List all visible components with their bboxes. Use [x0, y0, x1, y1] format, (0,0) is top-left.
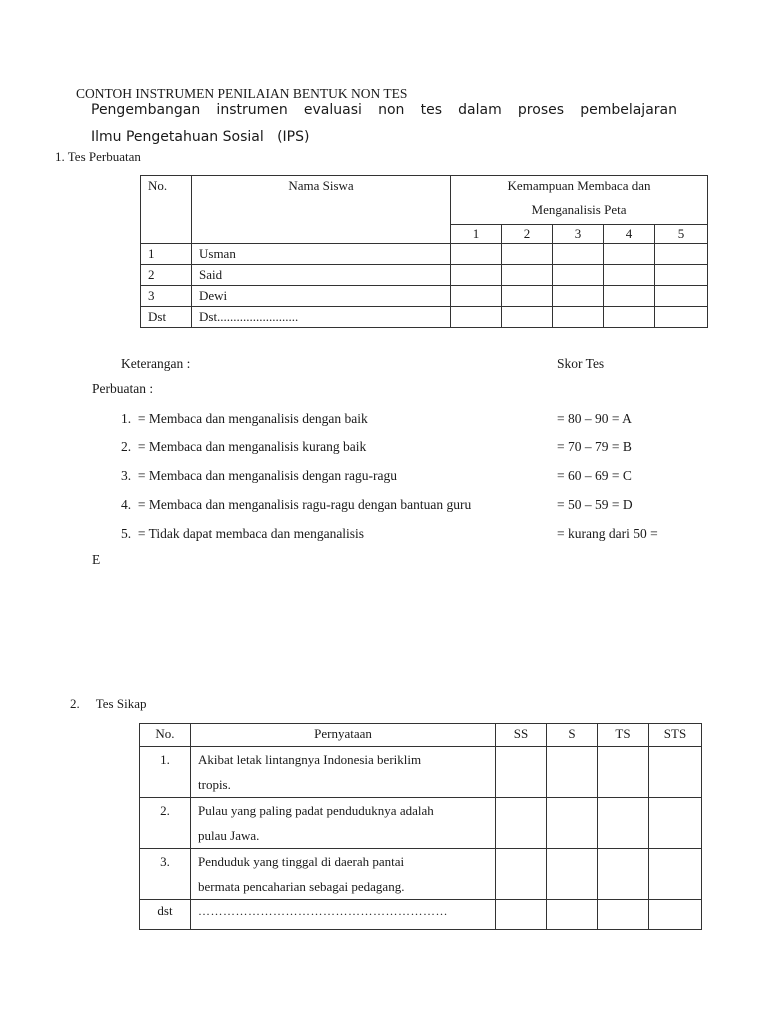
- criteria-score: = 70 – 79 = B: [557, 439, 632, 454]
- row-name: Said: [192, 265, 451, 286]
- score-cell[interactable]: [604, 307, 655, 328]
- answer-cell[interactable]: [496, 798, 547, 849]
- section-1-heading: 1. Tes Perbuatan: [55, 149, 141, 164]
- criteria-score: = 50 – 59 = D: [557, 497, 633, 512]
- perbuatan-label: Perbuatan :: [92, 381, 154, 396]
- statement-line: Akibat letak lintangnya Indonesia beriklim: [198, 752, 422, 767]
- table-row: [140, 849, 702, 900]
- answer-cell[interactable]: [598, 900, 649, 930]
- col-header-no: No.: [140, 724, 191, 747]
- row-no: 3: [141, 286, 192, 307]
- col-header-skill-line2: Menganalisis Peta: [531, 202, 627, 217]
- score-cell[interactable]: [655, 265, 708, 286]
- table-row: [141, 244, 708, 265]
- section-2-num: 2.: [70, 696, 80, 711]
- criteria-item: [121, 526, 364, 542]
- answer-cell[interactable]: [649, 900, 702, 930]
- answer-cell[interactable]: [496, 747, 547, 798]
- col-header-sts: STS: [649, 724, 702, 747]
- criteria-score: = kurang dari 50 =: [557, 526, 658, 541]
- criteria-overflow-text: E: [92, 552, 101, 567]
- score-cell[interactable]: [502, 286, 553, 307]
- criteria-item: [121, 439, 366, 455]
- answer-cell[interactable]: [598, 747, 649, 798]
- keterangan-label: Keterangan :: [121, 356, 191, 371]
- section-2-heading: [70, 696, 146, 712]
- col-header-statement: Pernyataan: [191, 724, 496, 747]
- row-no: 1.: [140, 747, 191, 798]
- score-header-3: 3: [553, 225, 604, 244]
- criteria-text: = Membaca dan menganalisis dengan ragu-ragu: [137, 468, 398, 483]
- subtitle-line-1: Pengembangan instrumen evaluasi non tes dalam proses pembelajaran: [91, 102, 677, 118]
- score-cell[interactable]: [655, 307, 708, 328]
- criteria-item: [121, 468, 397, 484]
- row-statement: [191, 849, 496, 900]
- criteria-num: 5.: [121, 526, 132, 541]
- criteria-item: [121, 411, 368, 427]
- answer-cell[interactable]: [649, 747, 702, 798]
- score-cell[interactable]: [451, 307, 502, 328]
- score-cell[interactable]: [604, 286, 655, 307]
- statement-line: tropis.: [198, 777, 231, 792]
- criteria-text: = Membaca dan menganalisis kurang baik: [137, 439, 367, 454]
- table-row: [141, 307, 708, 328]
- answer-cell[interactable]: [496, 849, 547, 900]
- score-cell[interactable]: [502, 307, 553, 328]
- col-header-skill: [451, 176, 708, 225]
- answer-cell[interactable]: [547, 798, 598, 849]
- score-header-4: 4: [604, 225, 655, 244]
- statement-line: Penduduk yang tinggal di daerah pantai: [198, 854, 405, 869]
- answer-cell[interactable]: [598, 798, 649, 849]
- score-cell[interactable]: [604, 265, 655, 286]
- tes-perbuatan-table: [140, 175, 708, 328]
- criteria-num: 3.: [121, 468, 132, 483]
- score-cell[interactable]: [553, 307, 604, 328]
- row-name: Dewi: [192, 286, 451, 307]
- criteria-text: = Membaca dan menganalisis ragu-ragu dengan bantuan guru: [137, 497, 472, 512]
- col-header-name: Nama Siswa: [192, 176, 451, 244]
- score-cell[interactable]: [655, 244, 708, 265]
- row-no: Dst: [141, 307, 192, 328]
- criteria-score: = 80 – 90 = A: [557, 411, 632, 426]
- score-cell[interactable]: [502, 244, 553, 265]
- answer-cell[interactable]: [649, 849, 702, 900]
- subtitle-line-2: Ilmu Pengetahuan Sosial (IPS): [91, 129, 310, 145]
- col-header-s: S: [547, 724, 598, 747]
- col-header-ss: SS: [496, 724, 547, 747]
- row-no: 1: [141, 244, 192, 265]
- row-no: 2: [141, 265, 192, 286]
- table-row: [141, 265, 708, 286]
- answer-cell[interactable]: [649, 798, 702, 849]
- score-cell[interactable]: [604, 244, 655, 265]
- statement-line: ……………………………………………………: [198, 904, 448, 918]
- score-cell[interactable]: [451, 265, 502, 286]
- score-cell[interactable]: [502, 265, 553, 286]
- row-no: 2.: [140, 798, 191, 849]
- row-statement: [191, 798, 496, 849]
- section-2-label: Tes Sikap: [95, 696, 147, 711]
- criteria-num: 2.: [121, 439, 132, 454]
- table-row: [140, 798, 702, 849]
- row-statement: [191, 747, 496, 798]
- score-cell[interactable]: [451, 286, 502, 307]
- document-title: CONTOH INSTRUMEN PENILAIAN BENTUK NON TES: [76, 86, 408, 101]
- answer-cell[interactable]: [547, 849, 598, 900]
- answer-cell[interactable]: [496, 900, 547, 930]
- table-row: [141, 286, 708, 307]
- criteria-score: = 60 – 69 = C: [557, 468, 632, 483]
- row-name: Dst.........................: [192, 307, 451, 328]
- criteria-num: 1.: [121, 411, 132, 426]
- row-no: 3.: [140, 849, 191, 900]
- row-name: Usman: [192, 244, 451, 265]
- answer-cell[interactable]: [547, 747, 598, 798]
- score-cell[interactable]: [451, 244, 502, 265]
- score-header-1: 1: [451, 225, 502, 244]
- skor-tes-label: Skor Tes: [557, 356, 605, 371]
- criteria-text: = Membaca dan menganalisis dengan baik: [137, 411, 368, 426]
- statement-line: Pulau yang paling padat penduduknya adalah: [198, 803, 434, 818]
- row-statement: [191, 900, 496, 930]
- score-header-2: 2: [502, 225, 553, 244]
- criteria-text: = Tidak dapat membaca dan menganalisis: [137, 526, 365, 541]
- answer-cell[interactable]: [598, 849, 649, 900]
- score-cell[interactable]: [553, 244, 604, 265]
- tes-sikap-table: [139, 723, 702, 930]
- score-header-5: 5: [655, 225, 708, 244]
- table-row: [140, 900, 702, 930]
- score-cell[interactable]: [553, 265, 604, 286]
- score-cell[interactable]: [655, 286, 708, 307]
- score-cell[interactable]: [553, 286, 604, 307]
- statement-line: pulau Jawa.: [198, 828, 260, 843]
- criteria-num: 4.: [121, 497, 132, 512]
- criteria-item: [121, 497, 471, 513]
- answer-cell[interactable]: [547, 900, 598, 930]
- col-header-skill-line1: Kemampuan Membaca dan: [507, 178, 651, 193]
- col-header-no: No.: [141, 176, 192, 244]
- statement-line: bermata pencaharian sebagai pedagang.: [198, 879, 405, 894]
- table-row: [140, 747, 702, 798]
- row-no: dst: [140, 900, 191, 930]
- col-header-ts: TS: [598, 724, 649, 747]
